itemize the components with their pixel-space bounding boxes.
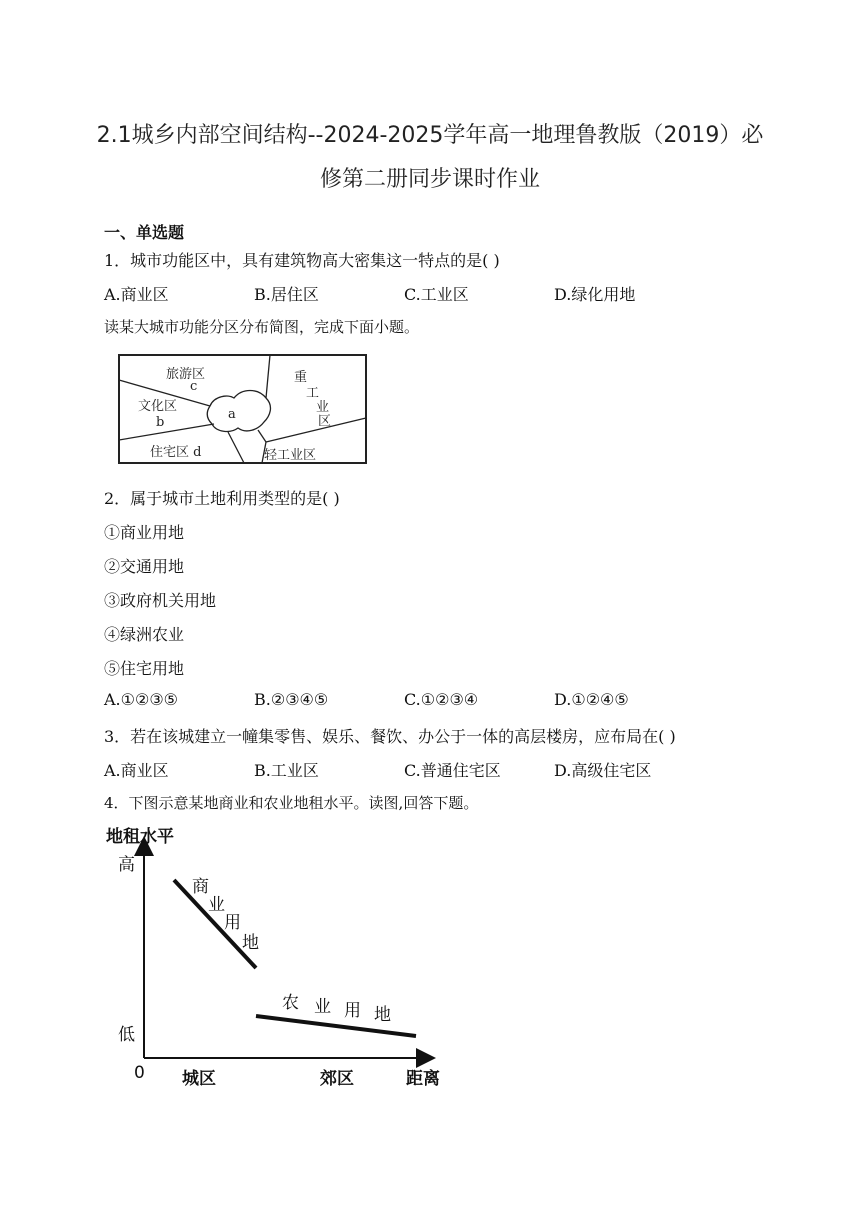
label-heavy-2: 工 — [306, 386, 320, 401]
q1-option-d: D.绿化用地 — [554, 285, 636, 304]
series-label-commercial-2: 业 — [208, 895, 225, 915]
label-heavy-4: 区 — [318, 414, 332, 429]
label-heavy-1: 重 — [294, 370, 308, 385]
map-intro: 读某大城市功能分区分布简图，完成下面小题。 — [104, 318, 420, 336]
city-zone-map — [118, 354, 368, 466]
q2-item-4: ④绿洲农业 — [104, 625, 185, 644]
series-label-commercial-4: 地 — [242, 933, 259, 953]
y-label-low: 低 — [118, 1025, 135, 1045]
q2-item-2: ②交通用地 — [104, 557, 185, 576]
page-title — [60, 114, 800, 202]
x-axis-title: 距离 — [406, 1069, 440, 1089]
label-light-industry-zone: 轻工业区 — [264, 448, 317, 463]
q1-option-b: B.居住区 — [254, 285, 319, 304]
series-line-commercial — [174, 880, 256, 968]
series-label-agri-2: 业 — [314, 997, 331, 1017]
q1-option-c: C.工业区 — [404, 285, 469, 304]
section-heading: 一、单选题 — [104, 223, 185, 242]
label-a: a — [228, 407, 236, 422]
y-axis-title: 地租水平 — [106, 827, 174, 847]
q2-item-1: ①商业用地 — [104, 523, 185, 542]
x-tick-urban: 城区 — [182, 1069, 216, 1089]
series-label-agri-3: 用 — [344, 1001, 361, 1021]
q3-option-a: A.商业区 — [104, 761, 169, 780]
y-label-high: 高 — [118, 855, 135, 875]
series-label-commercial-1: 商 — [192, 877, 209, 897]
q2-option-a: A.①②③⑤ — [104, 690, 179, 709]
label-tourism-zone: 旅游区 — [166, 367, 206, 382]
q3-option-b: B.工业区 — [254, 761, 319, 780]
label-residential-zone: 住宅区 d — [150, 445, 202, 460]
q2-option-b: B.②③④⑤ — [254, 690, 329, 709]
origin-label: 0 — [134, 1063, 145, 1083]
q2-item-3: ③政府机关用地 — [104, 591, 217, 610]
label-heavy-3: 业 — [316, 400, 330, 415]
q1-option-a: A.商业区 — [104, 285, 169, 304]
q1-stem: 1．城市功能区中，具有建筑物高大密集这一特点的是( ) — [104, 251, 500, 270]
x-tick-suburb: 郊区 — [320, 1069, 354, 1089]
label-b: b — [156, 415, 165, 430]
series-line-agricultural — [256, 1016, 416, 1036]
q2-stem: 2．属于城市土地利用类型的是( ) — [104, 489, 340, 508]
title-line-1: 2.1城乡内部空间结构--2024-2025学年高一地理鲁教版（2019）必 — [96, 123, 764, 148]
q3-option-d: D.高级住宅区 — [554, 761, 652, 780]
series-label-agri-4: 地 — [374, 1005, 391, 1025]
land-rent-chart — [100, 822, 460, 1092]
q3-option-c: C.普通住宅区 — [404, 761, 501, 780]
q3-stem: 3．若在该城建立一幢集零售、娱乐、餐饮、办公于一体的高层楼房，应布局在( ) — [104, 727, 676, 746]
series-label-agri-1: 农 — [282, 993, 299, 1013]
series-label-commercial-3: 用 — [224, 913, 241, 933]
q2-option-c: C.①②③④ — [404, 690, 479, 709]
title-line-2: 修第二册同步课时作业 — [319, 167, 540, 192]
q4-stem: 4．下图示意某地商业和农业地租水平。读图,回答下题。 — [104, 794, 479, 812]
label-culture-zone: 文化区 — [138, 399, 178, 414]
q2-item-5: ⑤住宅用地 — [104, 659, 185, 678]
q2-option-d: D.①②④⑤ — [554, 690, 629, 709]
label-c: c — [190, 379, 198, 394]
